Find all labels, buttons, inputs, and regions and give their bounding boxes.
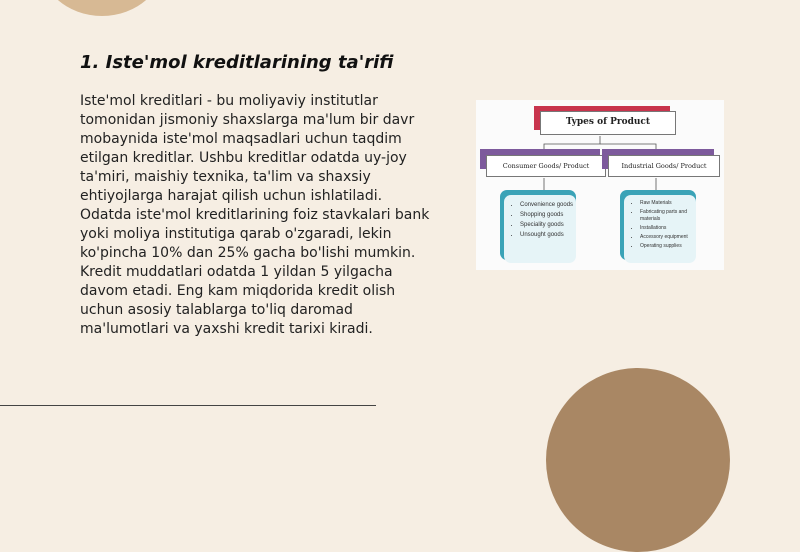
consumer-box (486, 155, 606, 177)
list-item: • Speciality goods (520, 221, 576, 229)
consumer-goods-list (510, 201, 576, 241)
root-label: Types of Product (565, 117, 651, 127)
decorative-circle-top (38, 0, 166, 16)
root-box (540, 111, 676, 135)
list-item: • Fabricating parts and materials (640, 209, 698, 223)
decorative-circle-bottom (546, 368, 730, 552)
product-types-diagram (476, 100, 724, 270)
divider-line (0, 405, 376, 406)
consumer-label: Consumer Goods/ Product (502, 162, 590, 170)
industrial-list-box (624, 195, 696, 263)
section-title: 1. Iste'mol kreditlarining ta'rifi (80, 52, 394, 73)
list-item: • Operating supplies (640, 243, 698, 250)
list-item: • Raw Materials (640, 200, 698, 207)
list-item: • Installations (640, 225, 698, 232)
list-item: • Shopping goods (520, 211, 576, 219)
list-item: • Convenience goods (520, 201, 576, 209)
industrial-label: Industrial Goods/ Product (621, 162, 707, 170)
industrial-goods-list (630, 200, 698, 252)
consumer-list-box (504, 195, 576, 263)
list-item: • Accessory equipment (640, 234, 698, 241)
industrial-box (608, 155, 720, 177)
list-item: • Unsought goods (520, 231, 576, 239)
section-body: Iste'mol kreditlari - bu moliyaviy institutlar tomonidan jismoniy shaxslarga ma'lum bir davr mobaynida iste'mol maqsadlari uchun taqdim etilgan kreditlar. Ushbu kreditlar odatda uy-joy ta'miri, maishiy texnika, ta'lim va shaxsiy ehtiyojlarga harajat qilish uchun ishlatiladi. Odatda iste'mol kreditlarining foiz stavkalari bank yoki moliya institutiga qarab o'zgaradi, lekin ko'pincha 10% dan 25% gacha bo'lishi mumkin. Kredit muddatlari odatda 1 yildan 5 yilgacha davom etadi. Eng kam miqdorida kredit olish uchun asosiy talablarga to'liq daromad ma'lumotlari va yaxshi kredit tarixi kiradi. (80, 93, 430, 337)
